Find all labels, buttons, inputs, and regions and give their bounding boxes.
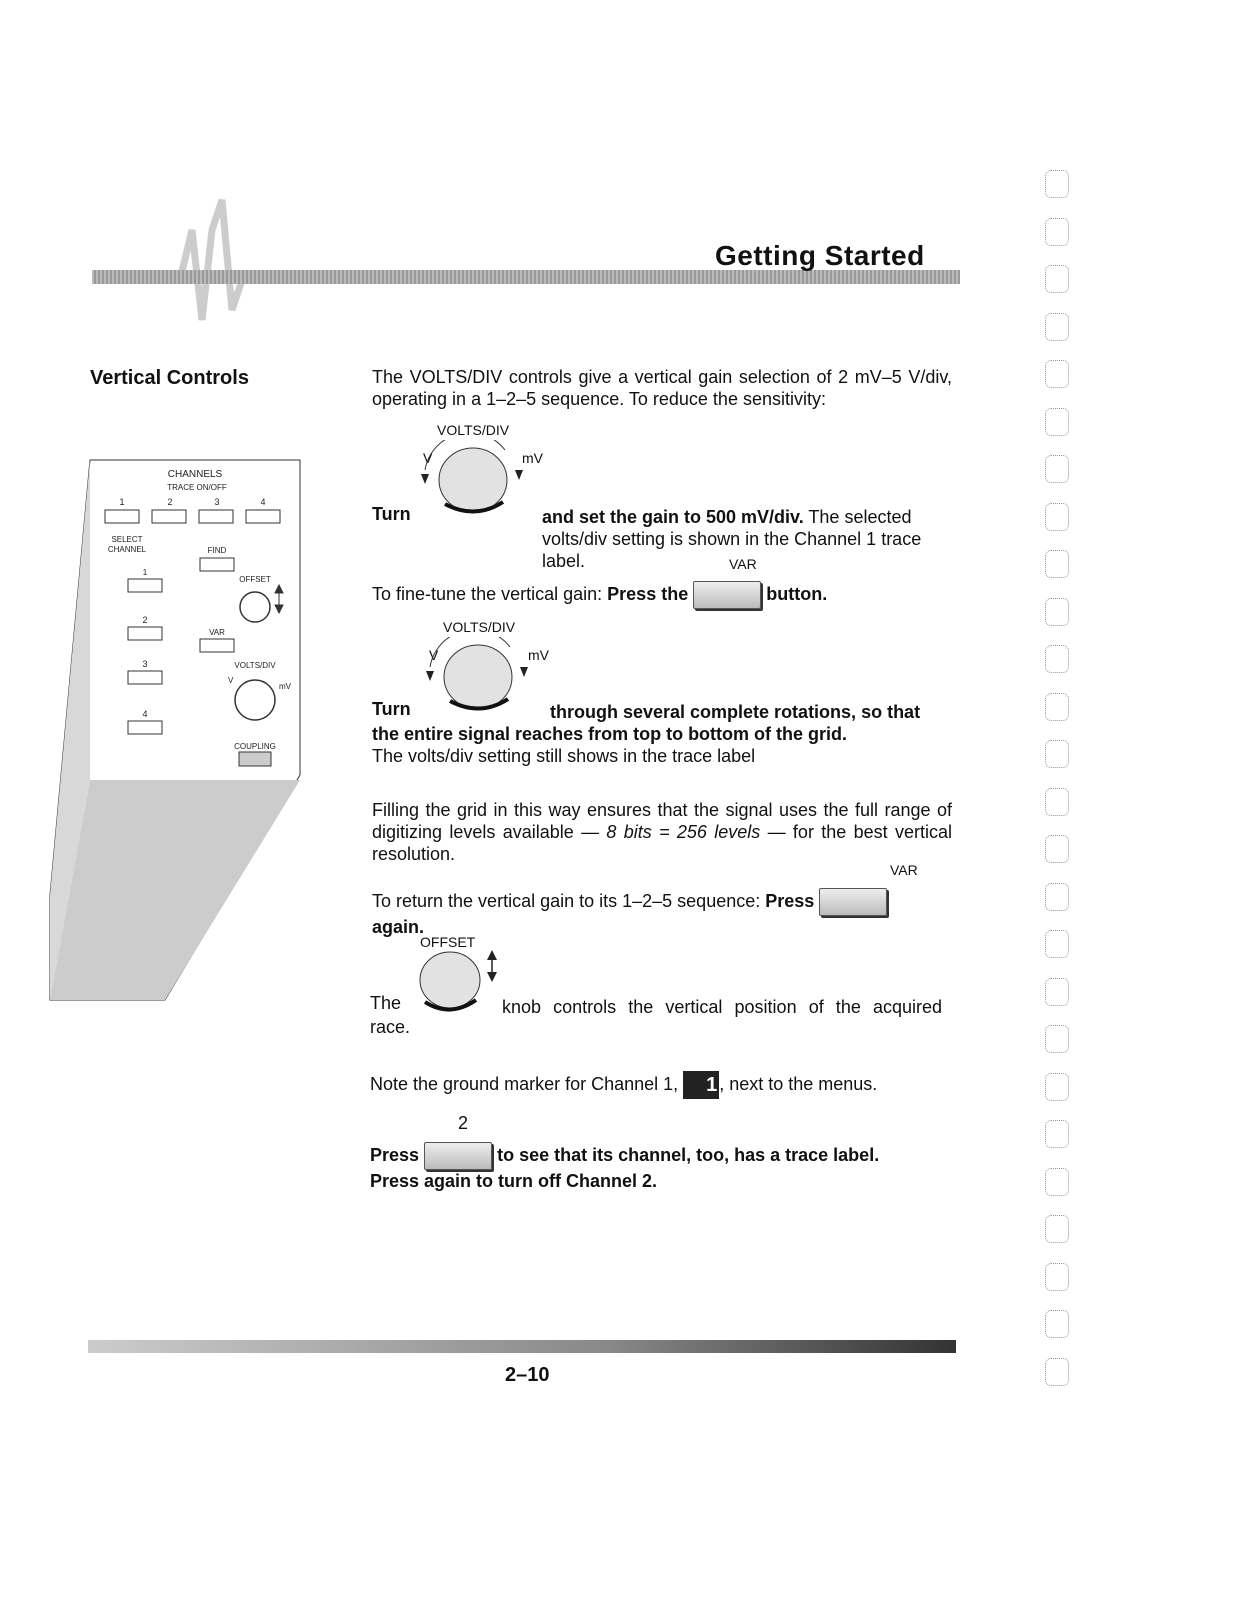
binder-hole [1045,740,1069,768]
binder-hole [1045,930,1069,958]
offset-label: OFFSET [420,934,476,950]
binder-hole [1045,170,1069,198]
page-header-title: Getting Started [715,240,925,271]
panel-offset-label: OFFSET [239,575,271,584]
header-waveform-graphic [150,190,300,340]
binder-hole [1045,265,1069,293]
panel-volts-div-label: VOLTS/DIV [234,661,276,670]
vertical-controls-panel-illustration [45,455,305,1005]
binder-hole [1045,503,1069,531]
step3-rest: The volts/div setting still shows in the trace label [372,746,756,766]
knob1-volts-div-label: VOLTS/DIV [437,422,510,438]
var-button-icon [693,581,761,609]
binder-hole [1045,693,1069,721]
binder-hole [1045,788,1069,816]
filling-italic: 8 bits = 256 levels [606,822,761,842]
note-paragraph [370,1071,970,1099]
filling-a: Filling the grid in this way ensures that the signal uses the full range of digitizing levels available — [372,800,952,842]
filling-paragraph [372,799,952,865]
press2-line2: Press again to turn off Channel 2. [370,1171,658,1191]
binder-hole [1045,360,1069,388]
binder-hole [1045,1310,1069,1338]
binder-hole [1045,1215,1069,1243]
panel-select-num-1: 1 [142,568,148,577]
offset-the: The [370,993,402,1013]
binder-hole [1045,550,1069,578]
step1-turn: Turn [372,504,411,524]
step3-text [372,701,952,767]
panel-select-num-2: 2 [142,615,148,625]
knob2-volts-div-label: VOLTS/DIV [443,619,516,635]
binder-hole [1045,1263,1069,1291]
panel-coupling-label: COUPLING [234,742,276,751]
binder-hole [1045,1168,1069,1196]
step1-text [372,506,952,572]
knob2-mv-label: mV [528,647,549,663]
return-again: again. [372,917,425,937]
step2-lead: To fine-tune the vertical gain: [372,583,603,604]
step2-paragraph [372,581,972,609]
var-label-1: VAR [729,556,757,572]
binder-hole [1045,1120,1069,1148]
press2-press: Press [370,1144,420,1165]
intro-paragraph: The VOLTS/DIV controls give a vertical gain selection of 2 mV–5 V/div, operating in a 1–2–5 sequence. To reduce the sensitivity: [372,367,952,409]
press2-paragraph [370,1142,970,1192]
binder-hole [1045,1358,1069,1386]
offset-rest: knob controls the vertical position of the acquired [502,997,942,1017]
binder-hole [1045,1025,1069,1053]
binder-hole [1045,978,1069,1006]
knob1-mv-label: mV [522,450,543,466]
var-button-icon-2 [819,888,887,916]
page-number: 2–10 [505,1364,550,1386]
panel-ch-num-1: 1 [119,497,125,507]
return-lead: To return the vertical gain to its 1–2–5 sequence: [372,890,761,911]
knob1-v-label: V [423,450,433,466]
step3-turn: Turn [372,699,411,719]
step1-bold: and set the gain to 500 mV/div. [542,507,804,527]
var-label-2: VAR [890,862,918,878]
binder-hole [1045,835,1069,863]
ground-marker-icon: 1 [683,1071,719,1099]
note-trail: , next to the menus. [719,1073,878,1094]
offset-race: race. [370,1017,411,1037]
binder-hole [1045,218,1069,246]
binder-hole [1045,598,1069,626]
step3-bold: through several complete rotations, so that the entire signal reaches from top to bottom of the grid. [372,702,921,744]
panel-ch-num-4: 4 [260,497,266,507]
panel-ch-num-2: 2 [167,497,173,507]
panel-select-num-4: 4 [142,709,148,719]
panel-find-label: FIND [207,546,227,555]
knob2-v-label: V [429,647,439,663]
panel-mv-label: mV [279,682,291,691]
binder-hole [1045,313,1069,341]
footer-rule [88,1340,956,1353]
header-rule [92,270,960,284]
panel-channels-label: CHANNELS [167,469,223,480]
step2-bold-b: button. [766,583,828,604]
note-lead: Note the ground marker for Channel 1, [370,1073,679,1094]
step2-bold-a: Press the [607,583,689,604]
step1-rest: The selected volts/div setting is shown in the Channel 1 trace label. [542,507,922,571]
panel-side-shade [50,780,300,1000]
panel-coupling-button [239,752,271,766]
section-heading: Vertical Controls [90,367,249,389]
channel-2-button-icon [424,1142,492,1170]
panel-ch-num-3: 3 [214,497,220,507]
panel-trace-label: TRACE ON/OFF [167,483,227,492]
ch2-label: 2 [458,1113,469,1133]
panel-select-num-3: 3 [142,659,148,669]
press2-bold: to see that its channel, too, has a trace label. [497,1144,880,1165]
panel-channel-label: CHANNEL [107,545,147,554]
panel-v-label: V [228,676,234,685]
return-paragraph [372,888,972,938]
binder-hole [1045,1073,1069,1101]
filling-b: — for the best vertical resolution. [372,822,952,864]
binder-hole [1045,408,1069,436]
binder-hole [1045,883,1069,911]
binder-hole [1045,645,1069,673]
binder-hole [1045,455,1069,483]
panel-var-label: VAR [209,628,225,637]
return-bold: Press [765,890,815,911]
panel-select-label: SELECT [111,535,143,544]
